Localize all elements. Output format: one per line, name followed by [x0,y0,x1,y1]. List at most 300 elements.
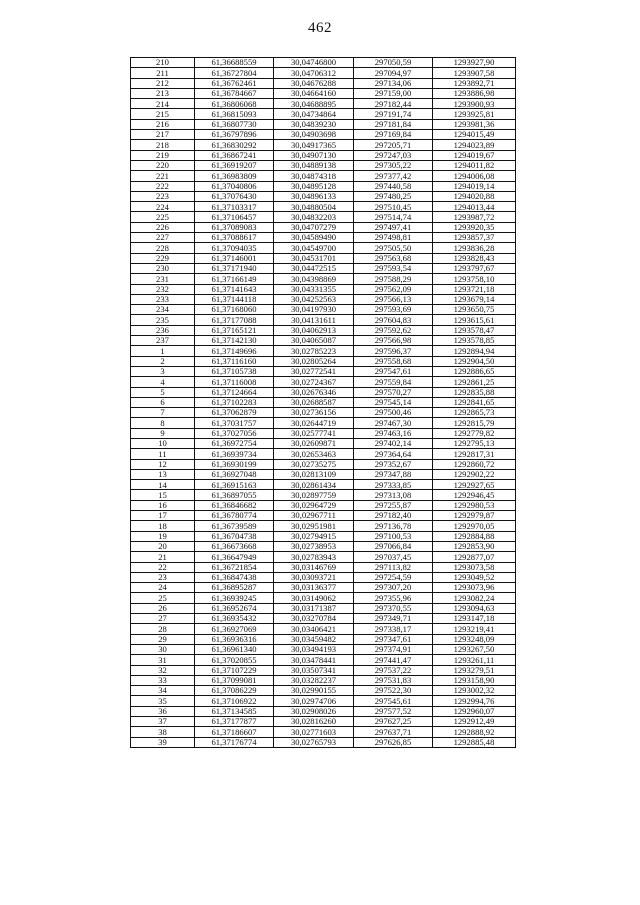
point-number-cell: 5 [131,387,195,397]
x-coordinate-cell: 297347,88 [354,469,433,479]
x-coordinate-cell: 297592,62 [354,325,433,335]
point-number-cell: 236 [131,325,195,335]
point-number-cell: 217 [131,130,195,140]
x-coordinate-cell: 297402,14 [354,438,433,448]
point-number-cell: 223 [131,191,195,201]
x-coordinate-cell: 297593,54 [354,263,433,273]
table-row [131,418,516,428]
table-row [131,387,516,397]
y-coordinate-cell: 1293578,47 [433,325,516,335]
y-coordinate-cell: 1292894,94 [433,346,516,356]
x-coordinate-cell: 297510,45 [354,202,433,212]
y-coordinate-cell: 1292779,82 [433,428,516,438]
latitude-cell: 61,37086229 [195,686,274,696]
longitude-cell: 30,02609871 [274,438,354,448]
longitude-cell: 30,04062913 [274,325,354,335]
table-row [131,274,516,284]
point-number-cell: 210 [131,58,195,68]
y-coordinate-cell: 1293758,10 [433,274,516,284]
latitude-cell: 61,36815093 [195,109,274,119]
point-number-cell: 21 [131,552,195,562]
point-number-cell: 7 [131,408,195,418]
y-coordinate-cell: 1293721,18 [433,284,516,294]
x-coordinate-cell: 297159,00 [354,88,433,98]
latitude-cell: 61,37144118 [195,294,274,304]
latitude-cell: 61,36927048 [195,469,274,479]
point-number-cell: 10 [131,438,195,448]
y-coordinate-cell: 1293836,28 [433,243,516,253]
x-coordinate-cell: 297604,83 [354,315,433,325]
x-coordinate-cell: 297514,74 [354,212,433,222]
point-number-cell: 233 [131,294,195,304]
latitude-cell: 61,36895287 [195,583,274,593]
table-row [131,171,516,181]
table-row [131,325,516,335]
y-coordinate-cell: 1292865,73 [433,408,516,418]
y-coordinate-cell: 1292886,65 [433,366,516,376]
longitude-cell: 30,04252563 [274,294,354,304]
point-number-cell: 1 [131,346,195,356]
latitude-cell: 61,37166149 [195,274,274,284]
y-coordinate-cell: 1294019,67 [433,150,516,160]
longitude-cell: 30,02785223 [274,346,354,356]
latitude-cell: 61,36939245 [195,593,274,603]
latitude-cell: 61,37106457 [195,212,274,222]
x-coordinate-cell: 297364,64 [354,449,433,459]
longitude-cell: 30,02783943 [274,552,354,562]
latitude-cell: 61,37040806 [195,181,274,191]
point-number-cell: 33 [131,675,195,685]
longitude-cell: 30,02724367 [274,377,354,387]
table-row [131,140,516,150]
longitude-cell: 30,03406421 [274,624,354,634]
y-coordinate-cell: 1292994,76 [433,696,516,706]
latitude-cell: 61,37020855 [195,655,274,665]
latitude-cell: 61,37171940 [195,263,274,273]
point-number-cell: 213 [131,88,195,98]
longitude-cell: 30,04331355 [274,284,354,294]
x-coordinate-cell: 297355,96 [354,593,433,603]
table-row [131,583,516,593]
y-coordinate-cell: 1293248,09 [433,634,516,644]
x-coordinate-cell: 297547,61 [354,366,433,376]
y-coordinate-cell: 1293049,52 [433,572,516,582]
longitude-cell: 30,04889138 [274,160,354,170]
latitude-cell: 61,36927069 [195,624,274,634]
point-number-cell: 234 [131,305,195,315]
longitude-cell: 30,04839230 [274,119,354,129]
latitude-cell: 61,37099081 [195,675,274,685]
y-coordinate-cell: 1292927,65 [433,480,516,490]
table-row [131,675,516,685]
latitude-cell: 61,37176774 [195,737,274,747]
point-number-cell: 20 [131,541,195,551]
table-row [131,356,516,366]
y-coordinate-cell: 1293147,18 [433,614,516,624]
table-row [131,696,516,706]
point-number-cell: 30 [131,644,195,654]
table-row [131,150,516,160]
longitude-cell: 30,04549700 [274,243,354,253]
latitude-cell: 61,36784667 [195,88,274,98]
y-coordinate-cell: 1292888,92 [433,727,516,737]
x-coordinate-cell: 297559,84 [354,377,433,387]
y-coordinate-cell: 1292960,07 [433,706,516,716]
latitude-cell: 61,36983809 [195,171,274,181]
x-coordinate-cell: 297136,78 [354,521,433,531]
y-coordinate-cell: 1293002,32 [433,686,516,696]
longitude-cell: 30,02967711 [274,511,354,521]
point-number-cell: 25 [131,593,195,603]
table-row [131,428,516,438]
table-row [131,99,516,109]
x-coordinate-cell: 297537,22 [354,665,433,675]
table-row [131,68,516,78]
y-coordinate-cell: 1293158,90 [433,675,516,685]
longitude-cell: 30,03171387 [274,603,354,613]
table-row [131,130,516,140]
point-number-cell: 36 [131,706,195,716]
x-coordinate-cell: 297480,25 [354,191,433,201]
x-coordinate-cell: 297247,03 [354,150,433,160]
y-coordinate-cell: 1293920,35 [433,222,516,232]
longitude-cell: 30,02951981 [274,521,354,531]
table-row [131,469,516,479]
point-number-cell: 212 [131,78,195,88]
y-coordinate-cell: 1293650,75 [433,305,516,315]
table-row [131,119,516,129]
y-coordinate-cell: 1293857,37 [433,233,516,243]
latitude-cell: 61,36721854 [195,562,274,572]
longitude-cell: 30,02735275 [274,459,354,469]
latitude-cell: 61,36952674 [195,603,274,613]
table-row [131,572,516,582]
point-number-cell: 4 [131,377,195,387]
point-number-cell: 232 [131,284,195,294]
point-number-cell: 24 [131,583,195,593]
x-coordinate-cell: 297113,82 [354,562,433,572]
x-coordinate-cell: 297352,67 [354,459,433,469]
latitude-cell: 61,37088617 [195,233,274,243]
y-coordinate-cell: 1293925,81 [433,109,516,119]
y-coordinate-cell: 1292979,87 [433,511,516,521]
table-row [131,686,516,696]
longitude-cell: 30,04880504 [274,202,354,212]
table-row [131,109,516,119]
y-coordinate-cell: 1292904,50 [433,356,516,366]
longitude-cell: 30,02765793 [274,737,354,747]
y-coordinate-cell: 1292815,79 [433,418,516,428]
point-number-cell: 227 [131,233,195,243]
latitude-cell: 61,36936316 [195,634,274,644]
x-coordinate-cell: 297254,59 [354,572,433,582]
point-number-cell: 17 [131,511,195,521]
latitude-cell: 61,36930199 [195,459,274,469]
latitude-cell: 61,36919207 [195,160,274,170]
point-number-cell: 9 [131,428,195,438]
longitude-cell: 30,02772541 [274,366,354,376]
x-coordinate-cell: 297181,84 [354,119,433,129]
latitude-cell: 61,36739589 [195,521,274,531]
point-number-cell: 13 [131,469,195,479]
point-number-cell: 219 [131,150,195,160]
longitude-cell: 30,04917365 [274,140,354,150]
longitude-cell: 30,03149062 [274,593,354,603]
table-row [131,531,516,541]
longitude-cell: 30,02813109 [274,469,354,479]
latitude-cell: 61,37106922 [195,696,274,706]
y-coordinate-cell: 1293907,58 [433,68,516,78]
latitude-cell: 61,36688559 [195,58,274,68]
y-coordinate-cell: 1292860,72 [433,459,516,469]
table-row [131,263,516,273]
longitude-cell: 30,04197930 [274,305,354,315]
latitude-cell: 61,36972754 [195,438,274,448]
y-coordinate-cell: 1292841,65 [433,397,516,407]
x-coordinate-cell: 297566,13 [354,294,433,304]
table-row [131,541,516,551]
point-number-cell: 3 [131,366,195,376]
longitude-cell: 30,04676288 [274,78,354,88]
point-number-cell: 222 [131,181,195,191]
y-coordinate-cell: 1293828,43 [433,253,516,263]
y-coordinate-cell: 1293073,58 [433,562,516,572]
latitude-cell: 61,36867241 [195,150,274,160]
longitude-cell: 30,03459482 [274,634,354,644]
x-coordinate-cell: 297441,47 [354,655,433,665]
latitude-cell: 61,36806068 [195,99,274,109]
table-row [131,202,516,212]
x-coordinate-cell: 297596,37 [354,346,433,356]
point-number-cell: 27 [131,614,195,624]
y-coordinate-cell: 1292853,90 [433,541,516,551]
table-row [131,305,516,315]
latitude-cell: 61,36780774 [195,511,274,521]
table-row [131,737,516,747]
table-row [131,634,516,644]
longitude-cell: 30,04746800 [274,58,354,68]
x-coordinate-cell: 297588,29 [354,274,433,284]
x-coordinate-cell: 297205,71 [354,140,433,150]
table-row [131,212,516,222]
point-number-cell: 38 [131,727,195,737]
point-number-cell: 34 [131,686,195,696]
x-coordinate-cell: 297566,98 [354,336,433,346]
table-row [131,253,516,263]
longitude-cell: 30,04706312 [274,68,354,78]
x-coordinate-cell: 297255,87 [354,500,433,510]
point-number-cell: 230 [131,263,195,273]
y-coordinate-cell: 1292877,07 [433,552,516,562]
table-row [131,408,516,418]
latitude-cell: 61,37177877 [195,717,274,727]
longitude-cell: 30,04664160 [274,88,354,98]
y-coordinate-cell: 1293267,50 [433,644,516,654]
coordinates-table [130,57,516,748]
x-coordinate-cell: 297305,22 [354,160,433,170]
latitude-cell: 61,36807730 [195,119,274,129]
point-number-cell: 229 [131,253,195,263]
longitude-cell: 30,02861434 [274,480,354,490]
latitude-cell: 61,37102283 [195,397,274,407]
point-number-cell: 218 [131,140,195,150]
x-coordinate-cell: 297347,61 [354,634,433,644]
longitude-cell: 30,02805264 [274,356,354,366]
longitude-cell: 30,03494193 [274,644,354,654]
longitude-cell: 30,02736156 [274,408,354,418]
latitude-cell: 61,37105738 [195,366,274,376]
x-coordinate-cell: 297593,69 [354,305,433,315]
table-row [131,459,516,469]
longitude-cell: 30,03270784 [274,614,354,624]
x-coordinate-cell: 297100,53 [354,531,433,541]
latitude-cell: 61,36797896 [195,130,274,140]
point-number-cell: 14 [131,480,195,490]
x-coordinate-cell: 297562,09 [354,284,433,294]
y-coordinate-cell: 1293082,24 [433,593,516,603]
latitude-cell: 61,36935432 [195,614,274,624]
x-coordinate-cell: 297531,83 [354,675,433,685]
point-number-cell: 225 [131,212,195,222]
longitude-cell: 30,02688587 [274,397,354,407]
point-number-cell: 23 [131,572,195,582]
table-row [131,665,516,675]
point-number-cell: 231 [131,274,195,284]
table-row [131,438,516,448]
latitude-cell: 61,37107229 [195,665,274,675]
table-row [131,78,516,88]
y-coordinate-cell: 1292795,13 [433,438,516,448]
point-number-cell: 16 [131,500,195,510]
latitude-cell: 61,37094035 [195,243,274,253]
y-coordinate-cell: 1292885,48 [433,737,516,747]
point-number-cell: 224 [131,202,195,212]
point-number-cell: 235 [131,315,195,325]
x-coordinate-cell: 297066,84 [354,541,433,551]
y-coordinate-cell: 1293987,72 [433,212,516,222]
y-coordinate-cell: 1293578,85 [433,336,516,346]
latitude-cell: 61,36847438 [195,572,274,582]
table-row [131,366,516,376]
x-coordinate-cell: 297637,71 [354,727,433,737]
x-coordinate-cell: 297505,50 [354,243,433,253]
longitude-cell: 30,04065087 [274,336,354,346]
x-coordinate-cell: 297377,42 [354,171,433,181]
x-coordinate-cell: 297497,41 [354,222,433,232]
longitude-cell: 30,02990155 [274,686,354,696]
latitude-cell: 61,37103317 [195,202,274,212]
table-row [131,717,516,727]
longitude-cell: 30,04832203 [274,212,354,222]
latitude-cell: 61,37149696 [195,346,274,356]
table-row [131,603,516,613]
y-coordinate-cell: 1293279,51 [433,665,516,675]
latitude-cell: 61,36830292 [195,140,274,150]
longitude-cell: 30,04688895 [274,99,354,109]
table-row [131,593,516,603]
longitude-cell: 30,02771603 [274,727,354,737]
longitude-cell: 30,03146769 [274,562,354,572]
table-row [131,500,516,510]
table-row [131,284,516,294]
latitude-cell: 61,37027056 [195,428,274,438]
y-coordinate-cell: 1293797,67 [433,263,516,273]
longitude-cell: 30,02577741 [274,428,354,438]
latitude-cell: 61,36939734 [195,449,274,459]
point-number-cell: 22 [131,562,195,572]
table-row [131,480,516,490]
latitude-cell: 61,36673668 [195,541,274,551]
table-row [131,377,516,387]
point-number-cell: 237 [131,336,195,346]
x-coordinate-cell: 297338,17 [354,624,433,634]
longitude-cell: 30,02794915 [274,531,354,541]
latitude-cell: 61,37186607 [195,727,274,737]
longitude-cell: 30,04895128 [274,181,354,191]
point-number-cell: 220 [131,160,195,170]
table-row [131,562,516,572]
y-coordinate-cell: 1292912,49 [433,717,516,727]
latitude-cell: 61,37116008 [195,377,274,387]
table-row [131,655,516,665]
longitude-cell: 30,04472515 [274,263,354,273]
point-number-cell: 8 [131,418,195,428]
longitude-cell: 30,02738953 [274,541,354,551]
table-row [131,233,516,243]
x-coordinate-cell: 297182,40 [354,511,433,521]
x-coordinate-cell: 297374,91 [354,644,433,654]
x-coordinate-cell: 297037,45 [354,552,433,562]
longitude-cell: 30,04398869 [274,274,354,284]
latitude-cell: 61,37177088 [195,315,274,325]
x-coordinate-cell: 297349,71 [354,614,433,624]
latitude-cell: 61,37141643 [195,284,274,294]
x-coordinate-cell: 297498,81 [354,233,433,243]
longitude-cell: 30,02816260 [274,717,354,727]
x-coordinate-cell: 297050,59 [354,58,433,68]
table-row [131,490,516,500]
y-coordinate-cell: 1293219,41 [433,624,516,634]
y-coordinate-cell: 1293679,14 [433,294,516,304]
y-coordinate-cell: 1293261,11 [433,655,516,665]
y-coordinate-cell: 1294013,44 [433,202,516,212]
longitude-cell: 30,04531701 [274,253,354,263]
table-row [131,88,516,98]
y-coordinate-cell: 1294015,49 [433,130,516,140]
latitude-cell: 61,36727804 [195,68,274,78]
y-coordinate-cell: 1294023,89 [433,140,516,150]
point-number-cell: 216 [131,119,195,129]
latitude-cell: 61,37134585 [195,706,274,716]
point-number-cell: 214 [131,99,195,109]
point-number-cell: 35 [131,696,195,706]
point-number-cell: 39 [131,737,195,747]
longitude-cell: 30,02897759 [274,490,354,500]
point-number-cell: 31 [131,655,195,665]
page-number: 462 [308,20,332,36]
table-row [131,315,516,325]
y-coordinate-cell: 1293886,98 [433,88,516,98]
table-row [131,181,516,191]
table-row [131,191,516,201]
table-row [131,346,516,356]
longitude-cell: 30,04903698 [274,130,354,140]
longitude-cell: 30,02653463 [274,449,354,459]
x-coordinate-cell: 297333,85 [354,480,433,490]
latitude-cell: 61,37062879 [195,408,274,418]
table-row [131,449,516,459]
x-coordinate-cell: 297307,20 [354,583,433,593]
